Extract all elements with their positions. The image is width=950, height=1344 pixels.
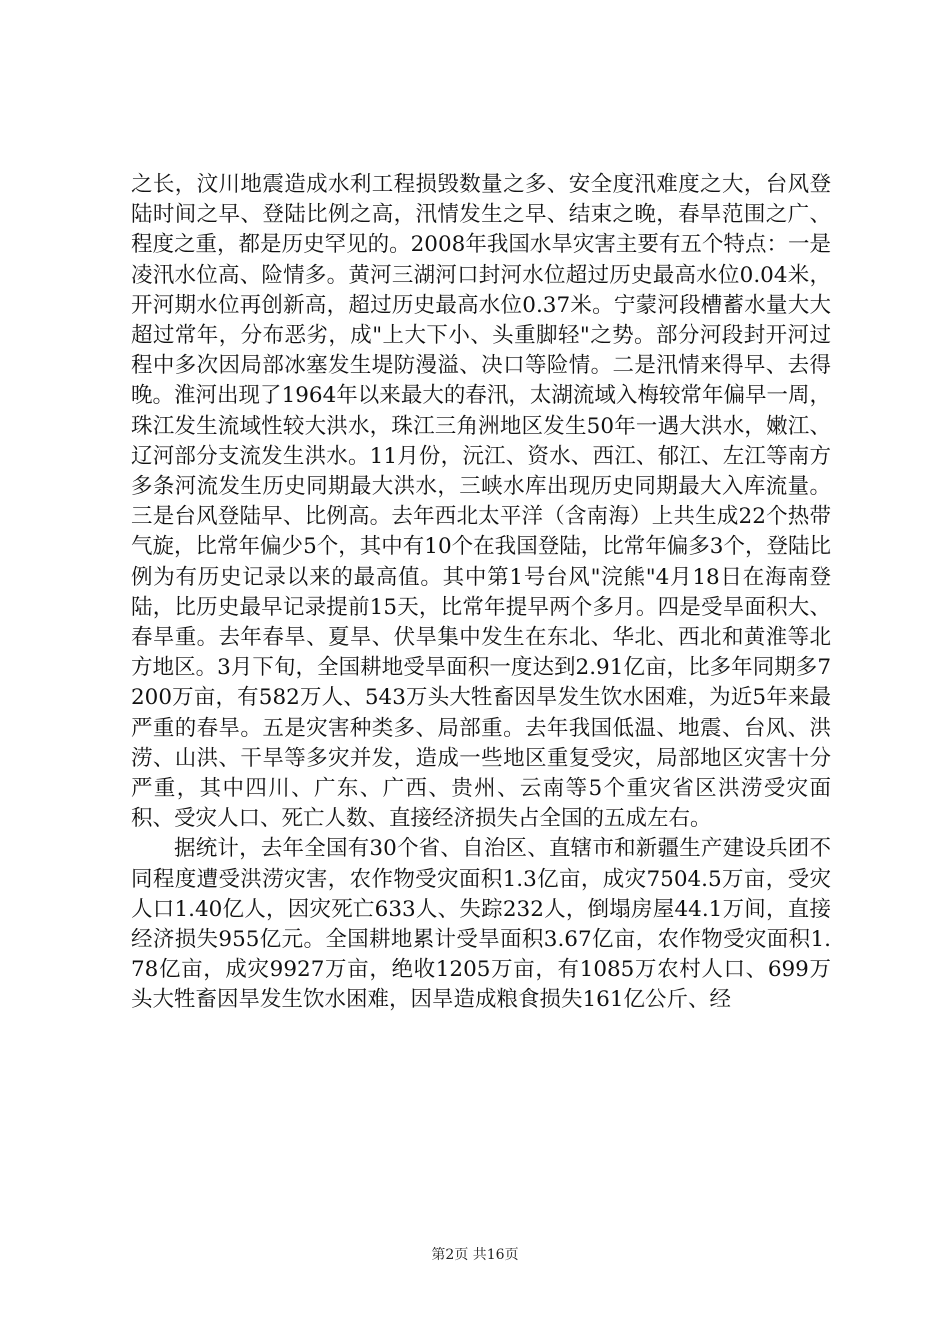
page-footer: 第2页 共16页 (431, 1247, 519, 1263)
body-text (131, 170, 831, 1016)
paragraph-2: 据统计，去年全国有30个省、自治区、直辖市和新疆生产建设兵团不同程度遭受洪涝灾害，农作物受灾面积1.3亿亩，成灾7504.5万亩，受灾人口1.40亿人，因灾死亡633人、失踪232人，倒塌房屋44.1万间，直接经济损失955亿元。全国耕地累计受旱面积3.67亿亩，农作物受灾面积1.78亿亩，成灾9927万亩，绝收1205万亩，有1085万农村人口、699万头大牲畜因旱发生饮水困难，因旱造成粮食损失161亿公斤、经 (131, 836, 831, 1013)
paragraph-1: 之长，汶川地震造成水利工程损毁数量之多、安全度汛难度之大，台风登陆时间之早、登陆比例之高，汛情发生之早、结束之晚，春旱范围之广、程度之重，都是历史罕见的。2008年我国水旱灾害主要有五个特点：一是凌汛水位高、险情多。黄河三湖河口封河水位超过历史最高水位0.04米，开河期水位再创新高，超过历史最高水位0.37米。宁蒙河段槽蓄水量大大超过常年，分布恶劣，成"上大下小、头重脚轻"之势。部分河段封开河过程中多次因局部冰塞发生堤防漫溢、决口等险情。二是汛情来得早、去得晚。淮河出现了1964年以来最大的春汛，太湖流域入梅较常年偏早一周，珠江发生流域性较大洪水，珠江三角洲地区发生50年一遇大洪水，嫩江、辽河部分支流发生洪水。11月份，沅江、资水、西江、郁江、左江等南方多条河流发生历史同期最大洪水，三峡水库出现历史同期最大入库流量。三是台风登陆早、比例高。去年西北太平洋（含南海）上共生成22个热带气旋，比常年偏少5个，其中有10个在我国登陆，比常年偏多3个，登陆比例为有历史记录以来的最高值。其中第1号台风"浣熊"4月18日在海南登陆，比历史最早记录提前15天，比常年提早两个多月。四是受旱面积大、春旱重。去年春旱、夏旱、伏旱集中发生在东北、华北、西北和黄淮等北方地区。3月下旬，全国耕地受旱面积一度达到2.91亿亩，比多年同期多7200万亩，有582万人、543万头大牲畜因旱发生饮水困难，为近5年来最严重的春旱。五是灾害种类多、局部重。去年我国低温、地震、台风、洪涝、山洪、干旱等多灾并发，造成一些地区重复受灾，局部地区灾害十分严重，其中四川、广东、广西、贵州、云南等5个重灾省区洪涝受灾面积、受灾人口、死亡人数、直接经济损失占全国的五成左右。 (131, 172, 831, 832)
